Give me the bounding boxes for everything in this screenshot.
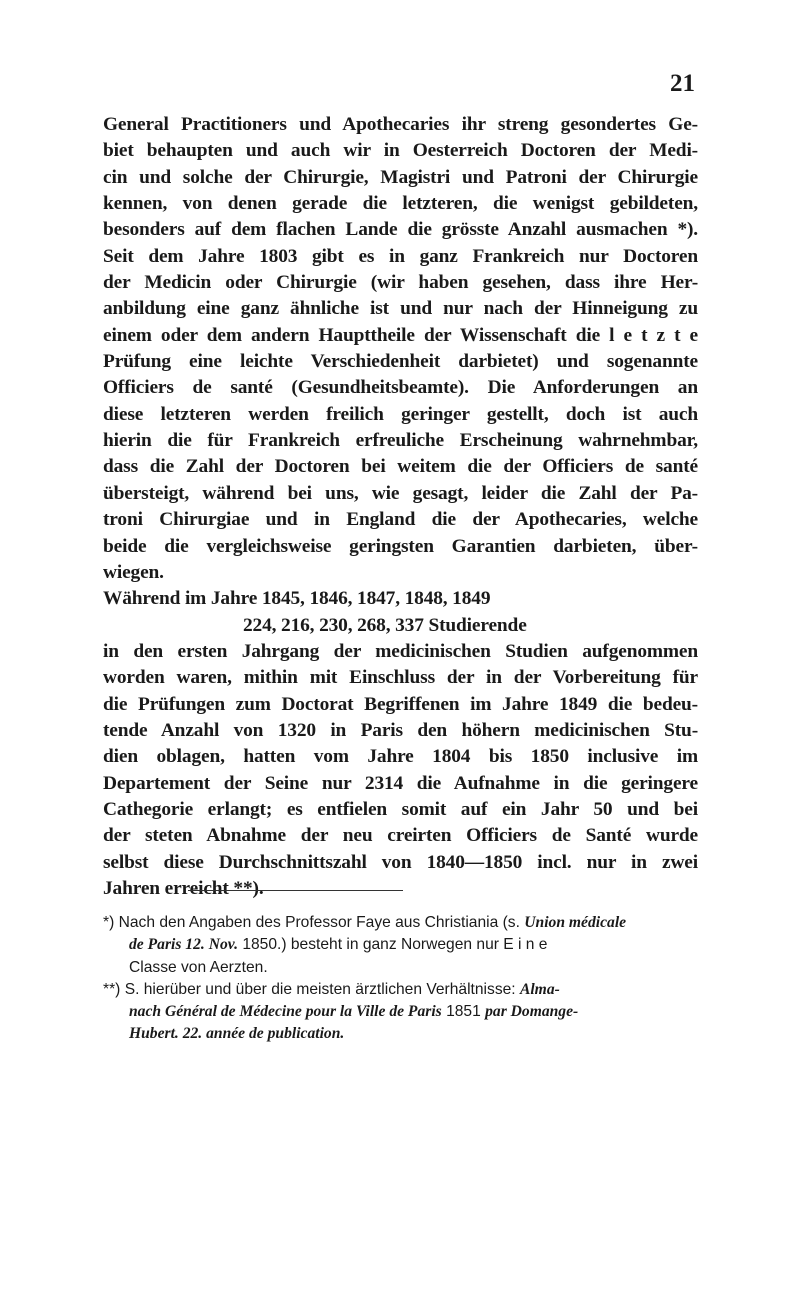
text-line: worden waren, mithin mit Einschluss der in der Vorbereitung für [103, 667, 698, 689]
text-line: wiegen. [103, 561, 164, 583]
footnote-text: S. hierüber und über die meisten ärztlichen Verhältnisse: [124, 980, 520, 998]
text-line: tende Anzahl von 1320 in Paris den höhern medicinischen Stu- [103, 719, 698, 741]
footnote-text: Classe von Aerzten. [129, 958, 268, 976]
text-line: beide die vergleichsweise geringsten Garantien darbieten, über- [103, 535, 698, 557]
footnote-divider [188, 890, 403, 891]
text-line: cin und solche der Chirurgie, Magistri und Patroni der Chirurgie [103, 166, 698, 188]
text-line: der steten Abnahme der neu creirten Officiers de Santé wurde [103, 825, 698, 847]
text-line: die Prüfungen zum Doctorat Begriffenen im Jahre 1849 die bedeu- [103, 693, 698, 715]
text-line: Departement der Seine nur 2314 die Aufnahme in die geringere [103, 772, 698, 794]
text-line: kennen, von denen gerade die letzteren, die wenigst gebildeten, [103, 193, 698, 215]
footnote-text: 1851 [441, 1003, 486, 1021]
text-line: dien oblagen, hatten vom Jahre 1804 bis 1850 inclusive im [103, 746, 698, 768]
text-line: troni Chirurgiae und in England die der Apothecaries, welche [103, 509, 698, 531]
text-line: biet behaupten und auch wir in Oesterreich Doctoren der Medi- [103, 140, 698, 162]
footnote-citation: de Paris 12. Nov. [129, 936, 238, 954]
text-line: 224, 216, 230, 268, 337 Studierende [243, 614, 527, 636]
footnote-2 [103, 979, 698, 1046]
footnote-text: Nach den Angaben des Professor Faye aus Christiania (s. [118, 914, 525, 931]
text-line: dass die Zahl der Doctoren bei weitem die der Officiers de santé [103, 456, 698, 478]
footnote-citation: Hubert. 22. année de publication. [129, 1025, 345, 1043]
text-line: in den ersten Jahrgang der medicinischen Studien aufgenommen [103, 640, 698, 662]
footnote-citation: par Domange- [485, 1003, 579, 1021]
text-line: Officiers de santé (Gesundheitsbeamte). Die Anforderungen an [103, 377, 698, 399]
text-line: Seit dem Jahre 1803 gibt es in ganz Frankreich nur Doctoren [103, 245, 698, 267]
text-line: übersteigt, während bei uns, wie gesagt, leider die Zahl der Pa- [103, 482, 698, 504]
text-line: Während im Jahre 1845, 1846, 1847, 1848, 1849 [103, 588, 491, 610]
footnote-citation: Alma- [519, 980, 560, 998]
text-line: der Medicin oder Chirurgie (wir haben gesehen, dass ihre Her- [103, 272, 698, 294]
footnote-marker: *) [103, 914, 115, 931]
text-line: anbildung eine ganz ähnliche ist und nur nach der Hinneigung zu [103, 298, 698, 320]
text-line: General Practitioners und Apothecaries ihr streng gesondertes Ge- [103, 114, 698, 135]
text-line: Prüfung eine leichte Verschiedenheit darbietet) und sogenannte [103, 351, 698, 373]
text-line: diese letzteren werden freilich geringer gestellt, doch ist auch [103, 403, 698, 425]
footnote-text: 1850.) besteht in ganz Norwegen nur E i n e [238, 936, 548, 954]
footnote-1 [103, 912, 698, 979]
text-line: hierin die für Frankreich erfreuliche Erscheinung wahrnehmbar, [103, 430, 698, 452]
page-number: 21 [670, 70, 695, 97]
text-line: Jahren erreicht **). [103, 877, 264, 899]
footnote-marker: **) [103, 980, 121, 998]
footnote-citation: nach Général de Médecine pour la Ville de Paris [129, 1003, 442, 1021]
text-line: einem oder dem andern Haupttheile der Wissenschaft die l e t z t e [103, 324, 698, 346]
text-line: selbst diese Durchschnittszahl von 1840—1850 incl. nur in zwei [103, 851, 698, 873]
text-line: besonders auf dem flachen Lande die grösste Anzahl ausmachen *). [103, 219, 698, 241]
footnotes [103, 912, 698, 1046]
footnote-citation: Union médicale [524, 914, 627, 931]
main-text [103, 112, 698, 902]
text-line: Cathegorie erlangt; es entfielen somit auf ein Jahr 50 und bei [103, 798, 698, 820]
